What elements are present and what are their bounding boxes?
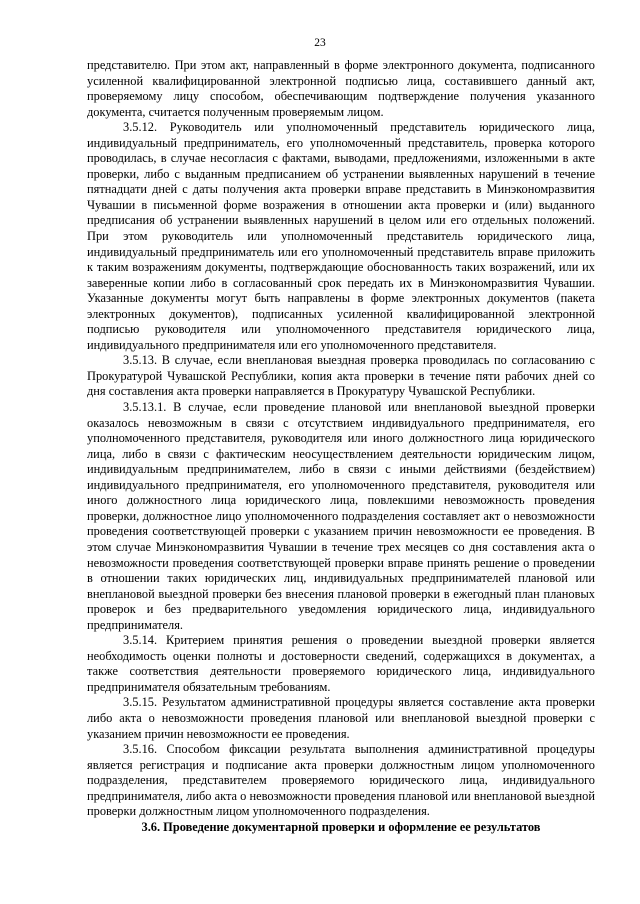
document-body bbox=[87, 58, 595, 835]
section-heading: 3.6. Проведение документарной проверки и оформление ее результатов bbox=[141, 819, 541, 834]
paragraph-3-5-15: 3.5.15. Результатом административной процедуры является составление акта проверки либо акта о невозможности проведения плановой или внеплановой выездной проверки с указанием причин невозможности ее проведения. bbox=[87, 695, 595, 741]
paragraph-3-5-14: 3.5.14. Критерием принятия решения о проведении выездной проверки является необходимость оценки полноты и достоверности сведений, содержащихся в документах, а также соответствия деятельности проверяемого юридического лица, индивидуального предпринимателя обязательным требованиям. bbox=[87, 633, 595, 694]
paragraph-3-5-13-1: 3.5.13.1. В случае, если проведение плановой или внеплановой выездной проверки оказалось невозможным в связи с отсутствием индивидуального предпринимателя, его уполномоченного представителя, руководителя или иного должностного лица юридического лица, либо в связи с фактическим неосуществлением деятельности юридическим лицом, индивидуальным предпринимателем, либо в связи с иными действиями (бездействием) индивидуального предпринимателя, его уполномоченного представителя, руководителя или иного должностного лица юридического лица, повлекшими невозможность проведения проверки, должностное лицо уполномоченного подразделения составляет акт о невозможности проведения соответствующей проверки с указанием причин невозможности ее проведения. В этом случае Минэкономразвития Чувашии в течение трех месяцев со дня составления акта о невозможности проведения соответствующей проверки вправе принять решение о проведении в отношении таких юридических лиц, индивидуальных предпринимателей плановой или внеплановой выездной проверки без внесения плановой проверки в ежегодный план плановых проверок и без предварительного уведомления юридического лица, индивидуального предпринимателя. bbox=[87, 400, 595, 632]
paragraph-3-5-13: 3.5.13. В случае, если внеплановая выездная проверка проводилась по согласованию с Прокуратурой Чувашской Республики, копия акта проверки в течение пяти рабочих дней со дня составления акта проверки направляется в Прокуратуру Чувашской Республики. bbox=[87, 353, 595, 399]
page-number: 23 bbox=[314, 37, 326, 49]
paragraph-3-5-16: 3.5.16. Способом фиксации результата выполнения административной процедуры является регистрация и подписание акта проверки должностным лицом уполномоченного подразделения, представителем проверяемого юридического лица, индивидуального предпринимателя, либо акта о невозможности проведения плановой или внеплановой выездной проверки должностным лицом уполномоченного подразделения. bbox=[87, 742, 595, 819]
paragraph-continuation: представителю. При этом акт, направленный в форме электронного документа, подписанного усиленной квалифицированной электронной подписью лица, составившего данный акт, проверяемому лицу способом, обеспечивающим подтверждение получения указанного документа, считается полученным проверяемым лицом. bbox=[87, 58, 595, 119]
paragraph-3-5-12: 3.5.12. Руководитель или уполномоченный представитель юридического лица, индивидуальный предприниматель, его уполномоченный представитель, проверка которого проводилась, в случае несогласия с фактами, выводами, предложениями, изложенными в акте проверки, либо с выданным предписанием об устранении выявленных нарушений в течение пятнадцати дней с даты получения акта проверки вправе представить в Минэкономразвития Чувашии в письменной форме возражения в отношении акта проверки и (или) выданного предписания об устранении выявленных нарушений в целом или его отдельных положений. При этом руководитель или уполномоченный представитель юридического лица, индивидуальный предприниматель или его уполномоченный представитель вправе приложить к таким возражениям документы, подтверждающие обоснованность таких возражений, или их заверенные копии либо в согласованный срок передать их в Минэкономразвития Чувашии. Указанные документы могут быть направлены в форме электронных документов (пакета электронных документов), подписанных усиленной квалифицированной электронной подписью руководителя или уполномоченного представителя юридического лица, индивидуального предпринимателя или его уполномоченного представителя. bbox=[87, 120, 595, 352]
